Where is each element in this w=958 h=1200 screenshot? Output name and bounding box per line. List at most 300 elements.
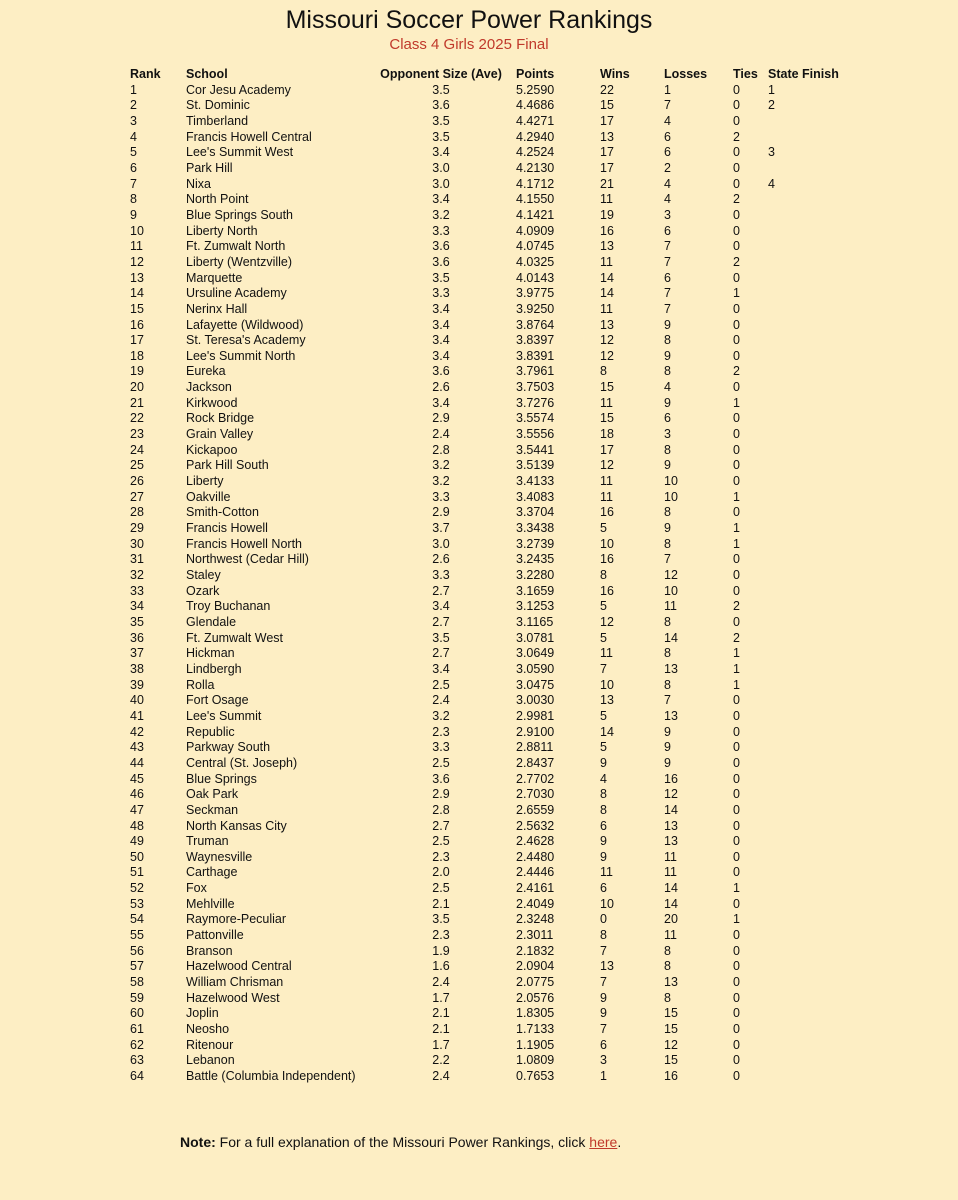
ties-cell: 2 bbox=[733, 129, 740, 144]
column-header-ties: Ties bbox=[733, 67, 758, 81]
points-cell: 3.1253 bbox=[516, 599, 555, 614]
ties-cell: 0 bbox=[733, 442, 740, 457]
table-row bbox=[128, 881, 848, 897]
wins-cell: 13 bbox=[600, 959, 614, 974]
points-cell: 3.0649 bbox=[516, 646, 555, 661]
opponent-size-cell: 2.5 bbox=[432, 755, 450, 770]
points-cell: 2.8811 bbox=[516, 740, 554, 755]
wins-cell: 16 bbox=[600, 552, 614, 567]
losses-cell: 7 bbox=[664, 693, 671, 708]
rank-cell: 34 bbox=[130, 599, 144, 614]
points-cell: 4.2524 bbox=[516, 145, 555, 160]
points-cell: 2.0775 bbox=[516, 975, 555, 990]
school-cell: Central (St. Joseph) bbox=[186, 755, 298, 770]
losses-cell: 4 bbox=[664, 113, 671, 128]
opponent-size-cell: 2.5 bbox=[432, 677, 450, 692]
opponent-size-cell: 3.5 bbox=[432, 270, 450, 285]
opponent-size-cell: 3.4 bbox=[432, 192, 450, 207]
opponent-size-cell: 3.5 bbox=[432, 82, 450, 97]
rank-cell: 32 bbox=[130, 568, 144, 582]
table-row bbox=[128, 427, 848, 443]
school-cell: Republic bbox=[186, 724, 235, 739]
points-cell: 3.4083 bbox=[516, 489, 555, 504]
wins-cell: 17 bbox=[600, 160, 614, 175]
school-cell: Glendale bbox=[186, 614, 237, 629]
points-cell: 3.3438 bbox=[516, 521, 555, 536]
table-row bbox=[128, 803, 848, 819]
opponent-size-cell: 3.0 bbox=[432, 536, 450, 551]
table-row bbox=[128, 787, 848, 803]
points-cell: 3.7503 bbox=[516, 380, 555, 395]
table-row bbox=[128, 584, 848, 600]
school-cell: Rock Bridge bbox=[186, 411, 255, 426]
table-row bbox=[128, 819, 848, 835]
opponent-size-cell: 3.4 bbox=[432, 301, 450, 316]
column-header-wins: Wins bbox=[600, 67, 630, 81]
table-row bbox=[128, 615, 848, 631]
opponent-size-cell: 3.2 bbox=[432, 458, 450, 473]
state-finish-cell bbox=[768, 490, 848, 506]
rank-cell: 7 bbox=[130, 176, 137, 191]
wins-cell: 19 bbox=[600, 207, 614, 222]
rank-cell: 22 bbox=[130, 411, 144, 426]
school-cell: Blue Springs South bbox=[186, 207, 294, 222]
wins-cell: 4 bbox=[600, 771, 607, 786]
losses-cell: 13 bbox=[664, 834, 678, 849]
wins-cell: 10 bbox=[600, 677, 614, 692]
points-cell: 3.0781 bbox=[516, 630, 555, 645]
points-cell: 1.0809 bbox=[516, 1053, 555, 1068]
table-row bbox=[128, 98, 848, 114]
wins-cell: 11 bbox=[600, 395, 613, 410]
opponent-size-cell: 2.4 bbox=[432, 975, 450, 990]
table-row bbox=[128, 1022, 848, 1038]
state-finish-cell bbox=[768, 584, 848, 600]
state-finish-cell bbox=[768, 239, 848, 255]
state-finish-cell bbox=[768, 521, 848, 537]
school-cell: Kirkwood bbox=[186, 395, 238, 410]
ties-cell: 0 bbox=[733, 317, 740, 332]
ties-cell: 2 bbox=[733, 364, 740, 379]
losses-cell: 9 bbox=[664, 724, 671, 739]
table-row bbox=[128, 1038, 848, 1054]
table-row bbox=[128, 740, 848, 756]
rank-cell: 53 bbox=[130, 896, 144, 911]
points-cell: 4.0745 bbox=[516, 239, 555, 254]
opponent-size-cell: 1.9 bbox=[432, 943, 450, 958]
opponent-size-cell: 2.6 bbox=[432, 380, 450, 395]
ties-cell: 0 bbox=[733, 990, 740, 1005]
rank-cell: 51 bbox=[130, 865, 144, 880]
losses-cell: 14 bbox=[664, 630, 678, 645]
rank-cell: 64 bbox=[130, 1069, 144, 1083]
opponent-size-cell: 3.4 bbox=[432, 317, 450, 332]
ties-cell: 0 bbox=[733, 928, 740, 943]
losses-cell: 11 bbox=[664, 928, 677, 943]
points-cell: 2.1832 bbox=[516, 943, 555, 958]
losses-cell: 4 bbox=[664, 192, 671, 207]
table-row bbox=[128, 130, 848, 146]
school-cell: St. Teresa's Academy bbox=[186, 333, 306, 348]
ties-cell: 2 bbox=[733, 630, 740, 645]
rank-cell: 28 bbox=[130, 505, 144, 520]
table-row bbox=[128, 380, 848, 396]
state-finish-cell bbox=[768, 740, 848, 756]
points-cell: 4.4686 bbox=[516, 98, 555, 113]
losses-cell: 10 bbox=[664, 474, 678, 489]
losses-cell: 1 bbox=[664, 82, 671, 97]
losses-cell: 3 bbox=[664, 207, 671, 222]
points-cell: 4.0143 bbox=[516, 270, 555, 285]
table-row bbox=[128, 286, 848, 302]
wins-cell: 11 bbox=[600, 192, 613, 207]
opponent-size-cell: 2.1 bbox=[432, 1022, 450, 1037]
state-finish-cell bbox=[768, 897, 848, 913]
losses-cell: 6 bbox=[664, 270, 671, 285]
ties-cell: 0 bbox=[733, 708, 740, 723]
school-cell: Francis Howell bbox=[186, 521, 268, 536]
losses-cell: 7 bbox=[664, 301, 671, 316]
ties-cell: 0 bbox=[733, 943, 740, 958]
rank-cell: 36 bbox=[130, 630, 144, 645]
points-cell: 4.0909 bbox=[516, 223, 555, 238]
opponent-size-cell: 2.5 bbox=[432, 834, 450, 849]
rank-cell: 38 bbox=[130, 661, 144, 676]
rank-cell: 50 bbox=[130, 849, 144, 864]
table-row bbox=[128, 411, 848, 427]
state-finish-cell bbox=[768, 161, 848, 177]
points-cell: 2.5632 bbox=[516, 818, 555, 833]
losses-cell: 8 bbox=[664, 536, 671, 551]
wins-cell: 14 bbox=[600, 270, 614, 285]
rank-cell: 46 bbox=[130, 787, 144, 802]
ties-cell: 0 bbox=[733, 787, 740, 802]
wins-cell: 7 bbox=[600, 975, 607, 990]
table-row bbox=[128, 928, 848, 944]
opponent-size-cell: 2.4 bbox=[432, 693, 450, 708]
rank-cell: 13 bbox=[130, 270, 144, 285]
points-cell: 3.0030 bbox=[516, 693, 555, 708]
school-cell: Pattonville bbox=[186, 928, 244, 943]
opponent-size-cell: 3.2 bbox=[432, 708, 450, 723]
table-row bbox=[128, 991, 848, 1007]
opponent-size-cell: 3.3 bbox=[432, 568, 450, 582]
points-cell: 2.9981 bbox=[516, 708, 555, 723]
losses-cell: 15 bbox=[664, 1006, 678, 1021]
state-finish-cell bbox=[768, 130, 848, 146]
points-cell: 3.5556 bbox=[516, 427, 555, 442]
losses-cell: 8 bbox=[664, 677, 671, 692]
losses-cell: 7 bbox=[664, 552, 671, 567]
rank-cell: 8 bbox=[130, 192, 137, 207]
opponent-size-cell: 2.1 bbox=[432, 1006, 450, 1021]
ties-cell: 1 bbox=[733, 489, 740, 504]
school-cell: St. Dominic bbox=[186, 98, 250, 113]
state-finish-cell bbox=[768, 725, 848, 741]
points-cell: 1.1905 bbox=[516, 1037, 555, 1052]
ties-cell: 0 bbox=[733, 1037, 740, 1052]
wins-cell: 13 bbox=[600, 317, 614, 332]
points-cell: 5.2590 bbox=[516, 82, 555, 97]
ties-cell: 0 bbox=[733, 1022, 740, 1037]
wins-cell: 9 bbox=[600, 834, 607, 849]
table-row bbox=[128, 959, 848, 975]
rank-cell: 4 bbox=[130, 129, 137, 144]
losses-cell: 8 bbox=[664, 364, 671, 379]
opponent-size-cell: 3.4 bbox=[432, 145, 450, 160]
ties-cell: 0 bbox=[733, 380, 740, 395]
ties-cell: 0 bbox=[733, 176, 740, 191]
state-finish-cell bbox=[768, 318, 848, 334]
school-cell: Branson bbox=[186, 943, 233, 958]
page-title: Missouri Soccer Power Rankings bbox=[285, 6, 653, 34]
state-finish-cell bbox=[768, 881, 848, 897]
opponent-size-cell: 3.0 bbox=[432, 160, 450, 175]
table-row bbox=[128, 552, 848, 568]
rank-cell: 5 bbox=[130, 145, 137, 160]
school-cell: North Kansas City bbox=[186, 818, 287, 833]
points-cell: 4.1421 bbox=[516, 207, 555, 222]
opponent-size-cell: 2.6 bbox=[432, 552, 450, 567]
rank-cell: 39 bbox=[130, 677, 144, 692]
opponent-size-cell: 2.7 bbox=[432, 818, 450, 833]
school-cell: Truman bbox=[186, 834, 229, 849]
table-row bbox=[128, 490, 848, 506]
wins-cell: 9 bbox=[600, 849, 607, 864]
school-cell: North Point bbox=[186, 192, 249, 207]
table-row bbox=[128, 396, 848, 412]
table-row bbox=[128, 756, 848, 772]
losses-cell: 16 bbox=[664, 771, 678, 786]
table-row bbox=[128, 975, 848, 991]
opponent-size-cell: 3.7 bbox=[432, 521, 450, 536]
school-cell: Hickman bbox=[186, 646, 235, 661]
wins-cell: 5 bbox=[600, 599, 607, 614]
state-finish-cell bbox=[768, 850, 848, 866]
column-header-opponent-size: Opponent Size (Ave) bbox=[380, 67, 502, 81]
points-cell: 3.9250 bbox=[516, 301, 555, 316]
opponent-size-cell: 3.6 bbox=[432, 98, 450, 113]
state-finish-cell bbox=[768, 1053, 848, 1069]
state-finish-cell bbox=[768, 803, 848, 819]
school-cell: Hazelwood West bbox=[186, 990, 280, 1005]
school-cell: Oakville bbox=[186, 489, 231, 504]
ties-cell: 2 bbox=[733, 192, 740, 207]
ties-cell: 0 bbox=[733, 834, 740, 849]
table-row bbox=[128, 1006, 848, 1022]
school-cell: Lebanon bbox=[186, 1053, 235, 1068]
column-header-rank: Rank bbox=[130, 67, 161, 81]
table-row bbox=[128, 161, 848, 177]
opponent-size-cell: 2.3 bbox=[432, 724, 450, 739]
column-header-losses: Losses bbox=[664, 67, 708, 81]
points-cell: 2.3248 bbox=[516, 912, 555, 927]
wins-cell: 15 bbox=[600, 98, 614, 113]
losses-cell: 7 bbox=[664, 286, 671, 301]
opponent-size-cell: 2.4 bbox=[432, 1069, 450, 1083]
losses-cell: 6 bbox=[664, 223, 671, 238]
table-row bbox=[128, 255, 848, 271]
table-row bbox=[128, 693, 848, 709]
opponent-size-cell: 3.4 bbox=[432, 395, 450, 410]
table-header-row bbox=[128, 67, 848, 83]
wins-cell: 8 bbox=[600, 364, 607, 379]
losses-cell: 8 bbox=[664, 943, 671, 958]
rank-cell: 47 bbox=[130, 802, 144, 817]
rank-cell: 18 bbox=[130, 348, 144, 363]
school-cell: Marquette bbox=[186, 270, 243, 285]
opponent-size-cell: 3.4 bbox=[432, 348, 450, 363]
rank-cell: 43 bbox=[130, 740, 144, 755]
ties-cell: 0 bbox=[733, 82, 740, 97]
points-cell: 2.0904 bbox=[516, 959, 555, 974]
rankings-body bbox=[128, 83, 848, 1085]
wins-cell: 16 bbox=[600, 583, 614, 598]
losses-cell: 8 bbox=[664, 646, 671, 661]
points-cell: 4.2130 bbox=[516, 160, 555, 175]
column-header-points: Points bbox=[516, 67, 555, 81]
school-cell: Cor Jesu Academy bbox=[186, 82, 291, 97]
school-cell: Smith-Cotton bbox=[186, 505, 259, 520]
points-cell: 3.8764 bbox=[516, 317, 555, 332]
state-finish-cell bbox=[768, 208, 848, 224]
opponent-size-cell: 2.9 bbox=[432, 411, 450, 426]
ties-cell: 0 bbox=[733, 552, 740, 567]
wins-cell: 9 bbox=[600, 755, 607, 770]
state-finish-cell bbox=[768, 537, 848, 553]
wins-cell: 9 bbox=[600, 990, 607, 1005]
state-finish-cell bbox=[768, 1022, 848, 1038]
ties-cell: 0 bbox=[733, 301, 740, 316]
ties-cell: 0 bbox=[733, 1053, 740, 1068]
ties-cell: 0 bbox=[733, 865, 740, 880]
state-finish-cell bbox=[768, 458, 848, 474]
ties-cell: 0 bbox=[733, 896, 740, 911]
opponent-size-cell: 2.8 bbox=[432, 442, 450, 457]
losses-cell: 4 bbox=[664, 380, 671, 395]
losses-cell: 15 bbox=[664, 1053, 678, 1068]
rank-cell: 45 bbox=[130, 771, 144, 786]
opponent-size-cell: 2.8 bbox=[432, 802, 450, 817]
wins-cell: 21 bbox=[600, 176, 614, 191]
rank-cell: 42 bbox=[130, 724, 144, 739]
opponent-size-cell: 2.1 bbox=[432, 896, 450, 911]
page-subtitle: Class 4 Girls 2025 Final bbox=[389, 36, 549, 53]
losses-cell: 8 bbox=[664, 614, 671, 629]
school-cell: Northwest (Cedar Hill) bbox=[186, 552, 309, 567]
points-cell: 1.8305 bbox=[516, 1006, 555, 1021]
school-cell: Nerinx Hall bbox=[186, 301, 248, 316]
school-cell: Francis Howell Central bbox=[186, 129, 312, 144]
wins-cell: 8 bbox=[600, 568, 607, 582]
opponent-size-cell: 3.5 bbox=[432, 113, 450, 128]
table-row bbox=[128, 83, 848, 99]
wins-cell: 18 bbox=[600, 427, 614, 442]
rank-cell: 59 bbox=[130, 990, 144, 1005]
opponent-size-cell: 2.3 bbox=[432, 928, 450, 943]
rank-cell: 26 bbox=[130, 474, 144, 489]
state-finish-cell bbox=[768, 1006, 848, 1022]
losses-cell: 10 bbox=[664, 489, 678, 504]
rank-cell: 25 bbox=[130, 458, 144, 473]
opponent-size-cell: 3.2 bbox=[432, 207, 450, 222]
school-cell: Liberty North bbox=[186, 223, 258, 238]
state-finish-cell bbox=[768, 787, 848, 803]
losses-cell: 7 bbox=[664, 239, 671, 254]
opponent-size-cell: 3.5 bbox=[432, 630, 450, 645]
points-cell: 3.4133 bbox=[516, 474, 555, 489]
school-cell: Carthage bbox=[186, 865, 238, 880]
state-finish-cell bbox=[768, 380, 848, 396]
ties-cell: 0 bbox=[733, 427, 740, 442]
note-end: . bbox=[617, 1134, 622, 1150]
rank-cell: 24 bbox=[130, 442, 144, 457]
table-row bbox=[128, 537, 848, 553]
rank-cell: 20 bbox=[130, 380, 144, 395]
ties-cell: 1 bbox=[733, 881, 740, 896]
rank-cell: 63 bbox=[130, 1053, 144, 1068]
rank-cell: 41 bbox=[130, 708, 144, 723]
school-cell: Lee's Summit bbox=[186, 708, 262, 723]
state-finish-cell bbox=[768, 286, 848, 302]
state-finish-cell bbox=[768, 631, 848, 647]
losses-cell: 8 bbox=[664, 505, 671, 520]
opponent-size-cell: 2.7 bbox=[432, 646, 450, 661]
wins-cell: 15 bbox=[600, 380, 614, 395]
school-cell: William Chrisman bbox=[186, 975, 284, 990]
losses-cell: 16 bbox=[664, 1069, 678, 1083]
wins-cell: 6 bbox=[600, 1037, 607, 1052]
state-finish-cell bbox=[768, 224, 848, 240]
losses-cell: 14 bbox=[664, 881, 678, 896]
state-finish-cell bbox=[768, 396, 848, 412]
rank-cell: 9 bbox=[130, 207, 137, 222]
table-row bbox=[128, 474, 848, 490]
rank-cell: 54 bbox=[130, 912, 144, 927]
rank-cell: 37 bbox=[130, 646, 144, 661]
losses-cell: 8 bbox=[664, 333, 671, 348]
wins-cell: 11 bbox=[600, 489, 613, 504]
table-row bbox=[128, 1053, 848, 1069]
table-row bbox=[128, 443, 848, 459]
wins-cell: 15 bbox=[600, 411, 614, 426]
points-cell: 3.5441 bbox=[516, 442, 555, 457]
school-cell: Mehlville bbox=[186, 896, 235, 911]
school-cell: Grain Valley bbox=[186, 427, 254, 442]
school-cell: Battle (Columbia Independent) bbox=[186, 1069, 356, 1083]
table-row bbox=[128, 458, 848, 474]
table-row bbox=[128, 709, 848, 725]
table-row bbox=[128, 114, 848, 130]
losses-cell: 9 bbox=[664, 348, 671, 363]
school-cell: Kickapoo bbox=[186, 442, 238, 457]
table-row bbox=[128, 318, 848, 334]
state-finish-cell bbox=[768, 599, 848, 615]
state-finish-cell bbox=[768, 709, 848, 725]
here-link[interactable]: here bbox=[589, 1134, 618, 1150]
ties-cell: 0 bbox=[733, 239, 740, 254]
opponent-size-cell: 2.7 bbox=[432, 614, 450, 629]
ties-cell: 1 bbox=[733, 395, 740, 410]
points-cell: 3.1659 bbox=[516, 583, 555, 598]
opponent-size-cell: 2.3 bbox=[432, 849, 450, 864]
table-row bbox=[128, 521, 848, 537]
ties-cell: 1 bbox=[733, 661, 740, 676]
wins-cell: 8 bbox=[600, 802, 607, 817]
rank-cell: 40 bbox=[130, 693, 144, 708]
school-cell: Park Hill South bbox=[186, 458, 269, 473]
points-cell: 2.7702 bbox=[516, 771, 555, 786]
